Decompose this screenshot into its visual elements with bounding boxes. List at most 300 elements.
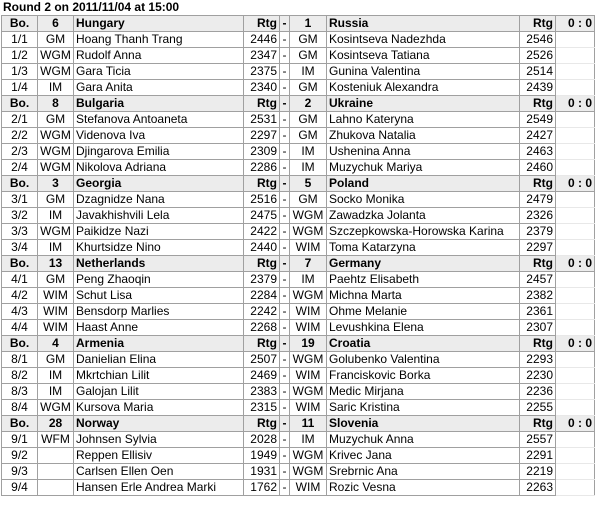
board-row	[2, 448, 595, 464]
board-number: 4/4	[2, 320, 38, 336]
board-number: 1/4	[2, 80, 38, 96]
team1-name: Hungary	[74, 16, 244, 32]
separator: -	[280, 176, 290, 192]
rating-column-header: Rtg	[520, 96, 556, 112]
team1-name: Bulgaria	[74, 96, 244, 112]
team1-name: Netherlands	[74, 256, 244, 272]
player1-title	[38, 464, 74, 480]
player1-title: WIM	[38, 304, 74, 320]
board-number: 9/4	[2, 480, 38, 496]
player2-name: Kosteniuk Alexandra	[327, 80, 520, 96]
team2-name: Ukraine	[327, 96, 520, 112]
player1-title: IM	[38, 240, 74, 256]
rating-column-header: Rtg	[244, 256, 280, 272]
board-row	[2, 432, 595, 448]
player1-name: Paikidze Nazi	[74, 224, 244, 240]
player1-name: Schut Lisa	[74, 288, 244, 304]
player2-title: GM	[290, 128, 327, 144]
separator: -	[280, 288, 290, 304]
player2-name: Toma Katarzyna	[327, 240, 520, 256]
rating-column-header: Rtg	[244, 416, 280, 432]
player2-title: WGM	[290, 224, 327, 240]
board-number: 4/2	[2, 288, 38, 304]
team2-number: 5	[290, 176, 327, 192]
player2-rating: 2379	[520, 224, 556, 240]
board-row	[2, 112, 595, 128]
player1-title: WGM	[38, 144, 74, 160]
player1-rating: 2268	[244, 320, 280, 336]
player2-rating: 2291	[520, 448, 556, 464]
player1-rating: 2297	[244, 128, 280, 144]
pairings-body	[2, 16, 595, 496]
result-cell	[556, 240, 595, 256]
board-row	[2, 352, 595, 368]
board-number: 4/1	[2, 272, 38, 288]
team2-number: 19	[290, 336, 327, 352]
match-header-row	[2, 256, 595, 272]
match-score: 0 : 0	[556, 16, 595, 32]
player1-name: Carlsen Ellen Oen	[74, 464, 244, 480]
separator: -	[280, 160, 290, 176]
player2-name: Zhukova Natalia	[327, 128, 520, 144]
player2-rating: 2255	[520, 400, 556, 416]
separator: -	[280, 96, 290, 112]
player2-rating: 2439	[520, 80, 556, 96]
player2-name: Krivec Jana	[327, 448, 520, 464]
player2-title: GM	[290, 112, 327, 128]
player1-title: GM	[38, 32, 74, 48]
player1-rating: 2475	[244, 208, 280, 224]
board-row	[2, 128, 595, 144]
player2-name: Szczepkowska-Horowska Karina	[327, 224, 520, 240]
player1-rating: 2469	[244, 368, 280, 384]
player1-title: WIM	[38, 288, 74, 304]
match-score: 0 : 0	[556, 336, 595, 352]
team1-number: 8	[38, 96, 74, 112]
board-row	[2, 32, 595, 48]
result-cell	[556, 48, 595, 64]
board-number: 8/2	[2, 368, 38, 384]
rating-column-header: Rtg	[244, 96, 280, 112]
board-column-header: Bo.	[2, 256, 38, 272]
player2-title: WIM	[290, 304, 327, 320]
player1-name: Haast Anne	[74, 320, 244, 336]
board-row	[2, 240, 595, 256]
player1-rating: 2531	[244, 112, 280, 128]
match-header-row	[2, 336, 595, 352]
player1-name: Kursova Maria	[74, 400, 244, 416]
player1-title: GM	[38, 112, 74, 128]
separator: -	[280, 480, 290, 496]
player1-name: Stefanova Antoaneta	[74, 112, 244, 128]
separator: -	[280, 304, 290, 320]
player1-name: Djingarova Emilia	[74, 144, 244, 160]
team2-name: Slovenia	[327, 416, 520, 432]
separator: -	[280, 16, 290, 32]
board-column-header: Bo.	[2, 336, 38, 352]
board-column-header: Bo.	[2, 416, 38, 432]
separator: -	[280, 48, 290, 64]
board-row	[2, 144, 595, 160]
team2-number: 7	[290, 256, 327, 272]
player2-rating: 2457	[520, 272, 556, 288]
team2-name: Poland	[327, 176, 520, 192]
player1-title: GM	[38, 272, 74, 288]
player2-name: Socko Monika	[327, 192, 520, 208]
player2-title: IM	[290, 272, 327, 288]
player2-rating: 2307	[520, 320, 556, 336]
player1-name: Videnova Iva	[74, 128, 244, 144]
player1-name: Rudolf Anna	[74, 48, 244, 64]
player2-name: Lahno Kateryna	[327, 112, 520, 128]
team2-name: Germany	[327, 256, 520, 272]
player1-rating: 2315	[244, 400, 280, 416]
player2-title: WIM	[290, 400, 327, 416]
player2-title: GM	[290, 80, 327, 96]
player1-name: Hansen Erle Andrea Marki	[74, 480, 244, 496]
board-number: 8/3	[2, 384, 38, 400]
player2-rating: 2293	[520, 352, 556, 368]
board-row	[2, 464, 595, 480]
board-number: 3/3	[2, 224, 38, 240]
player1-title: WGM	[38, 128, 74, 144]
team1-number: 4	[38, 336, 74, 352]
player2-name: Golubenko Valentina	[327, 352, 520, 368]
board-number: 2/3	[2, 144, 38, 160]
board-number: 2/1	[2, 112, 38, 128]
board-number: 1/1	[2, 32, 38, 48]
result-cell	[556, 32, 595, 48]
player1-title	[38, 480, 74, 496]
team2-number: 2	[290, 96, 327, 112]
player1-title: IM	[38, 208, 74, 224]
separator: -	[280, 208, 290, 224]
player2-name: Ohme Melanie	[327, 304, 520, 320]
player2-name: Muzychuk Mariya	[327, 160, 520, 176]
result-cell	[556, 80, 595, 96]
team2-number: 1	[290, 16, 327, 32]
player2-title: WGM	[290, 208, 327, 224]
result-cell	[556, 384, 595, 400]
player1-rating: 2028	[244, 432, 280, 448]
separator: -	[280, 432, 290, 448]
team2-name: Croatia	[327, 336, 520, 352]
board-number: 9/1	[2, 432, 38, 448]
player1-rating: 2309	[244, 144, 280, 160]
player2-rating: 2526	[520, 48, 556, 64]
player2-title: WGM	[290, 448, 327, 464]
result-cell	[556, 352, 595, 368]
rating-column-header: Rtg	[520, 336, 556, 352]
player1-title: WFM	[38, 432, 74, 448]
result-cell	[556, 272, 595, 288]
player2-rating: 2382	[520, 288, 556, 304]
separator: -	[280, 384, 290, 400]
rating-column-header: Rtg	[520, 256, 556, 272]
player1-rating: 2383	[244, 384, 280, 400]
player2-title: WIM	[290, 320, 327, 336]
result-cell	[556, 448, 595, 464]
board-number: 3/1	[2, 192, 38, 208]
player2-name: Zawadzka Jolanta	[327, 208, 520, 224]
player1-title: WGM	[38, 224, 74, 240]
player2-rating: 2514	[520, 64, 556, 80]
player1-rating: 2422	[244, 224, 280, 240]
player2-name: Franciskovic Borka	[327, 368, 520, 384]
player1-name: Dzagnidze Nana	[74, 192, 244, 208]
separator: -	[280, 272, 290, 288]
player1-rating: 1931	[244, 464, 280, 480]
rating-column-header: Rtg	[244, 176, 280, 192]
player1-title: WGM	[38, 160, 74, 176]
player2-rating: 2263	[520, 480, 556, 496]
player2-rating: 2230	[520, 368, 556, 384]
player1-name: Gara Anita	[74, 80, 244, 96]
player2-title: WIM	[290, 480, 327, 496]
player1-name: Peng Zhaoqin	[74, 272, 244, 288]
player2-name: Srebrnic Ana	[327, 464, 520, 480]
player2-name: Paehtz Elisabeth	[327, 272, 520, 288]
result-cell	[556, 304, 595, 320]
player1-rating: 2516	[244, 192, 280, 208]
player1-rating: 2446	[244, 32, 280, 48]
player2-rating: 2460	[520, 160, 556, 176]
team1-number: 13	[38, 256, 74, 272]
board-row	[2, 272, 595, 288]
player2-rating: 2557	[520, 432, 556, 448]
player2-rating: 2546	[520, 32, 556, 48]
player2-name: Kosintseva Nadezhda	[327, 32, 520, 48]
player2-name: Kosintseva Tatiana	[327, 48, 520, 64]
player1-rating: 1762	[244, 480, 280, 496]
player1-rating: 2284	[244, 288, 280, 304]
match-score: 0 : 0	[556, 96, 595, 112]
team1-number: 28	[38, 416, 74, 432]
separator: -	[280, 240, 290, 256]
board-row	[2, 288, 595, 304]
team1-name: Georgia	[74, 176, 244, 192]
player1-name: Reppen Ellisiv	[74, 448, 244, 464]
player1-rating: 2507	[244, 352, 280, 368]
player2-name: Ushenina Anna	[327, 144, 520, 160]
result-cell	[556, 112, 595, 128]
player1-rating: 2286	[244, 160, 280, 176]
board-row	[2, 64, 595, 80]
board-row	[2, 320, 595, 336]
separator: -	[280, 368, 290, 384]
team1-name: Norway	[74, 416, 244, 432]
team2-number: 11	[290, 416, 327, 432]
board-row	[2, 224, 595, 240]
board-number: 4/3	[2, 304, 38, 320]
match-header-row	[2, 416, 595, 432]
board-row	[2, 304, 595, 320]
rating-column-header: Rtg	[520, 416, 556, 432]
separator: -	[280, 336, 290, 352]
board-number: 9/3	[2, 464, 38, 480]
separator: -	[280, 32, 290, 48]
player1-rating: 1949	[244, 448, 280, 464]
player1-title: GM	[38, 352, 74, 368]
board-row	[2, 80, 595, 96]
separator: -	[280, 352, 290, 368]
pairings-table	[1, 15, 595, 496]
match-header-row	[2, 16, 595, 32]
match-header-row	[2, 176, 595, 192]
player1-title: IM	[38, 80, 74, 96]
separator: -	[280, 416, 290, 432]
result-cell	[556, 192, 595, 208]
separator: -	[280, 224, 290, 240]
rating-column-header: Rtg	[520, 176, 556, 192]
player2-rating: 2549	[520, 112, 556, 128]
board-number: 3/2	[2, 208, 38, 224]
player1-name: Gara Ticia	[74, 64, 244, 80]
result-cell	[556, 480, 595, 496]
result-cell	[556, 432, 595, 448]
player1-title: WIM	[38, 320, 74, 336]
board-column-header: Bo.	[2, 176, 38, 192]
board-number: 3/4	[2, 240, 38, 256]
result-cell	[556, 368, 595, 384]
result-cell	[556, 128, 595, 144]
board-row	[2, 48, 595, 64]
player1-title: GM	[38, 192, 74, 208]
player2-title: WIM	[290, 368, 327, 384]
board-column-header: Bo.	[2, 96, 38, 112]
player1-rating: 2440	[244, 240, 280, 256]
team1-number: 6	[38, 16, 74, 32]
team1-number: 3	[38, 176, 74, 192]
player2-name: Saric Kristina	[327, 400, 520, 416]
player1-title: WGM	[38, 64, 74, 80]
player2-rating: 2427	[520, 128, 556, 144]
player2-rating: 2326	[520, 208, 556, 224]
board-number: 8/4	[2, 400, 38, 416]
board-row	[2, 368, 595, 384]
player1-name: Danielian Elina	[74, 352, 244, 368]
player2-title: IM	[290, 144, 327, 160]
rating-column-header: Rtg	[520, 16, 556, 32]
player1-title: WGM	[38, 400, 74, 416]
team2-name: Russia	[327, 16, 520, 32]
result-cell	[556, 144, 595, 160]
separator: -	[280, 400, 290, 416]
player1-title: IM	[38, 368, 74, 384]
board-row	[2, 208, 595, 224]
player2-title: GM	[290, 48, 327, 64]
separator: -	[280, 256, 290, 272]
board-number: 1/3	[2, 64, 38, 80]
separator: -	[280, 144, 290, 160]
player1-name: Khurtsidze Nino	[74, 240, 244, 256]
result-cell	[556, 464, 595, 480]
result-cell	[556, 64, 595, 80]
board-row	[2, 160, 595, 176]
board-number: 8/1	[2, 352, 38, 368]
board-row	[2, 192, 595, 208]
separator: -	[280, 112, 290, 128]
player1-rating: 2375	[244, 64, 280, 80]
player1-name: Galojan Lilit	[74, 384, 244, 400]
result-cell	[556, 320, 595, 336]
match-score: 0 : 0	[556, 176, 595, 192]
result-cell	[556, 224, 595, 240]
result-cell	[556, 400, 595, 416]
player2-rating: 2297	[520, 240, 556, 256]
board-row	[2, 384, 595, 400]
player2-rating: 2479	[520, 192, 556, 208]
result-cell	[556, 208, 595, 224]
rating-column-header: Rtg	[244, 16, 280, 32]
board-row	[2, 400, 595, 416]
match-score: 0 : 0	[556, 416, 595, 432]
match-score: 0 : 0	[556, 256, 595, 272]
board-column-header: Bo.	[2, 16, 38, 32]
team1-name: Armenia	[74, 336, 244, 352]
player1-rating: 2347	[244, 48, 280, 64]
player2-rating: 2361	[520, 304, 556, 320]
player2-title: WGM	[290, 384, 327, 400]
separator: -	[280, 448, 290, 464]
player2-name: Gunina Valentina	[327, 64, 520, 80]
player1-name: Nikolova Adriana	[74, 160, 244, 176]
player2-name: Levushkina Elena	[327, 320, 520, 336]
board-number: 1/2	[2, 48, 38, 64]
player1-name: Javakhishvili Lela	[74, 208, 244, 224]
player2-title: WGM	[290, 464, 327, 480]
player1-name: Bensdorp Marlies	[74, 304, 244, 320]
player1-rating: 2242	[244, 304, 280, 320]
player2-rating: 2219	[520, 464, 556, 480]
player2-title: IM	[290, 160, 327, 176]
player2-name: Michna Marta	[327, 288, 520, 304]
player2-title: IM	[290, 432, 327, 448]
match-header-row	[2, 96, 595, 112]
player2-title: WIM	[290, 240, 327, 256]
player1-name: Johnsen Sylvia	[74, 432, 244, 448]
board-row	[2, 480, 595, 496]
player1-title: WGM	[38, 48, 74, 64]
player2-title: GM	[290, 32, 327, 48]
separator: -	[280, 464, 290, 480]
board-number: 2/4	[2, 160, 38, 176]
board-number: 2/2	[2, 128, 38, 144]
player2-title: GM	[290, 192, 327, 208]
player1-name: Hoang Thanh Trang	[74, 32, 244, 48]
separator: -	[280, 80, 290, 96]
separator: -	[280, 64, 290, 80]
player1-title: IM	[38, 384, 74, 400]
player2-title: WGM	[290, 288, 327, 304]
player2-rating: 2463	[520, 144, 556, 160]
separator: -	[280, 320, 290, 336]
player2-name: Rozic Vesna	[327, 480, 520, 496]
player1-name: Mkrtchian Lilit	[74, 368, 244, 384]
player1-title	[38, 448, 74, 464]
player1-rating: 2379	[244, 272, 280, 288]
separator: -	[280, 128, 290, 144]
rating-column-header: Rtg	[244, 336, 280, 352]
player1-rating: 2340	[244, 80, 280, 96]
player2-name: Medic Mirjana	[327, 384, 520, 400]
result-cell	[556, 288, 595, 304]
round-title: Round 2 on 2011/11/04 at 15:00	[3, 0, 180, 14]
result-cell	[556, 160, 595, 176]
player2-rating: 2236	[520, 384, 556, 400]
player2-title: WGM	[290, 352, 327, 368]
player2-name: Muzychuk Anna	[327, 432, 520, 448]
